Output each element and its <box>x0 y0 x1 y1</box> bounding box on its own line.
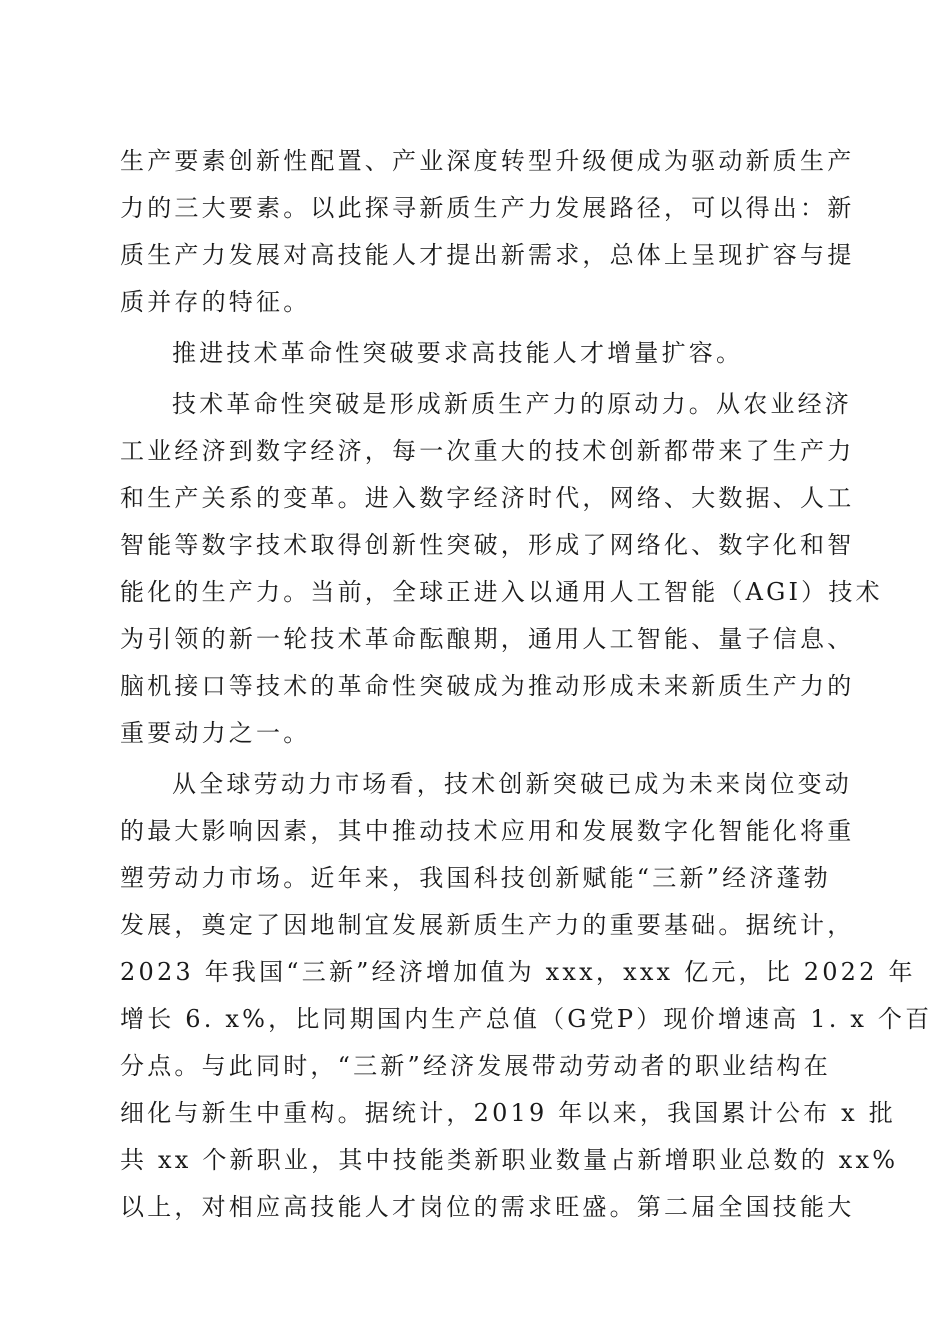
paragraph <box>120 381 883 757</box>
paragraph-line: 重要动力之一。 <box>120 719 311 747</box>
paragraph-line: 质并存的特征。 <box>120 288 311 316</box>
paragraph-line: 技术革命性突破是形成新质生产力的原动力。从农业经济 <box>172 390 852 418</box>
paragraph-line: 脑机接口等技术的革命性突破成为推动形成未来新质生产力的 <box>120 672 855 700</box>
paragraph-line: 生产要素创新性配置、产业深度转型升级便成为驱动新质生产 <box>120 147 855 175</box>
paragraph-line: 细化与新生中重构。据统计，2019 年以来，我国累计公布 x 批 <box>120 1099 896 1127</box>
paragraph-line: 为引领的新一轮技术革命酝酿期，通用人工智能、量子信息、 <box>120 625 855 653</box>
paragraph-line: 推进技术革命性突破要求高技能人才增量扩容。 <box>172 339 744 367</box>
paragraph-line: 2023 年我国“三新”经济增加值为 xxx，xxx 亿元，比 2022 年 <box>120 958 916 986</box>
paragraph-line: 发展，奠定了因地制宜发展新质生产力的重要基础。据统计， <box>120 911 855 939</box>
paragraph-line: 工业经济到数字经济，每一次重大的技术创新都带来了生产力 <box>120 437 855 465</box>
paragraph-line: 力的三大要素。以此探寻新质生产力发展路径，可以得出：新 <box>120 194 855 222</box>
paragraph-line: 智能等数字技术取得创新性突破，形成了网络化、数字化和智 <box>120 531 855 559</box>
paragraph-line: 以上，对相应高技能人才岗位的需求旺盛。第二届全国技能大 <box>120 1193 855 1221</box>
paragraph-line: 和生产关系的变革。进入数字经济时代，网络、大数据、人工 <box>120 484 855 512</box>
paragraph-line: 共 xx 个新职业，其中技能类新职业数量占新增职业总数的 xx% <box>120 1146 899 1174</box>
paragraph <box>120 138 855 326</box>
paragraph-line: 质生产力发展对高技能人才提出新需求，总体上呈现扩容与提 <box>120 241 855 269</box>
paragraph-line: 从全球劳动力市场看，技术创新突破已成为未来岗位变动 <box>172 770 852 798</box>
paragraph-line: 分点。与此同时，“三新”经济发展带动劳动者的职业结构在 <box>120 1052 831 1080</box>
paragraph-line: 能化的生产力。当前，全球正进入以通用人工智能（AGI）技术 <box>120 578 883 606</box>
paragraph-line: 的最大影响因素，其中推动技术应用和发展数字化智能化将重 <box>120 817 855 845</box>
paragraph-line: 增长 6. x%，比同期国内生产总值（G党P）现价增速高 1. x 个百 <box>120 1005 933 1033</box>
paragraph-line: 塑劳动力市场。近年来，我国科技创新赋能“三新”经济蓬勃 <box>120 864 831 892</box>
document-body <box>120 138 933 1231</box>
paragraph <box>120 330 826 377</box>
paragraph <box>120 761 933 1231</box>
